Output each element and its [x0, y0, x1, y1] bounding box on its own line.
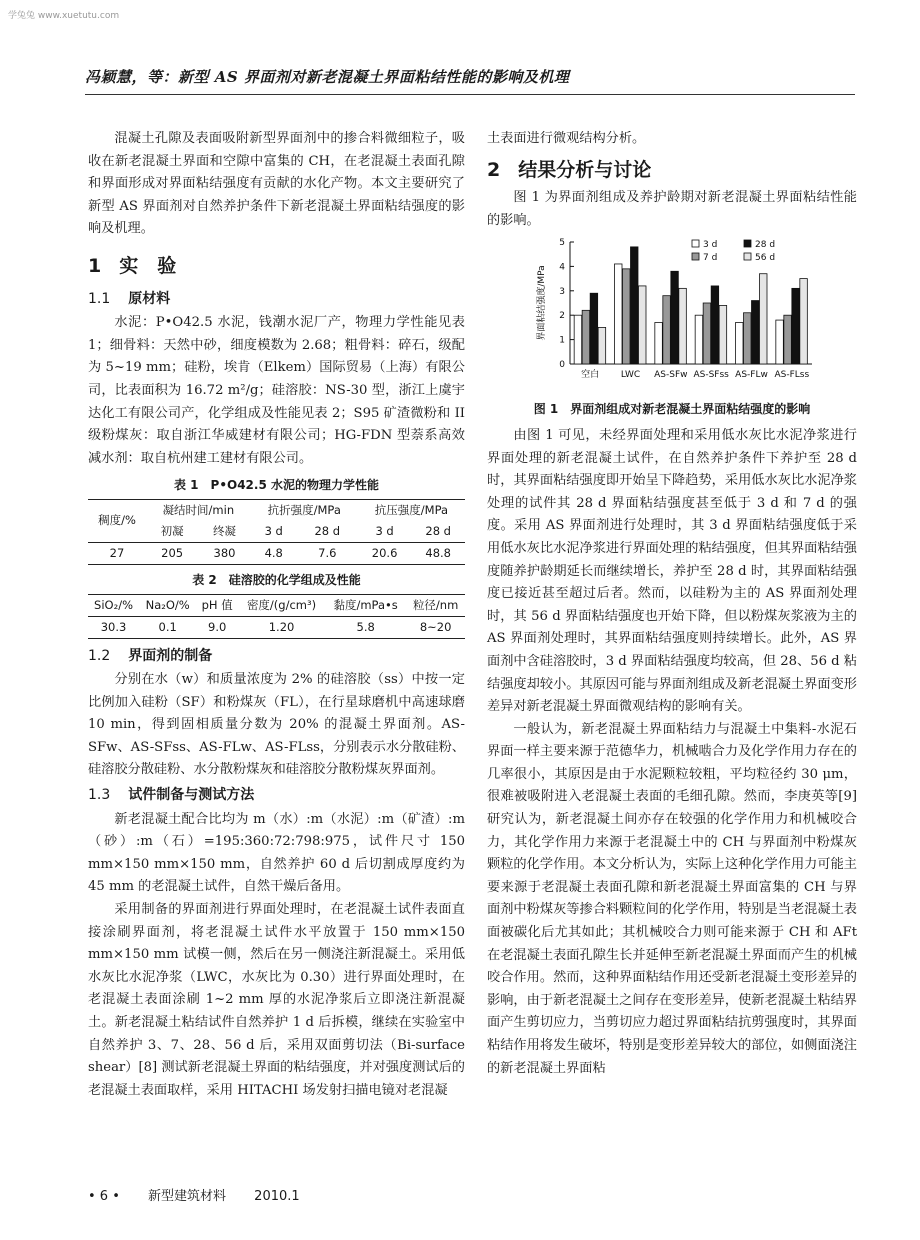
table-subheader: 终凝: [198, 521, 250, 543]
section-1-1-heading: [88, 288, 465, 311]
table-subheader: 28 d: [297, 521, 358, 543]
bar: [598, 328, 606, 365]
y-tick-label: 1: [559, 335, 565, 346]
x-tick-label: AS-FLw: [735, 370, 768, 381]
materials-paragraph: 水泥：P•O42.5 水泥，钱潮水泥厂产，物理力学性能见表 1；细骨料：天然中砂，细度模数为 2.68；粗骨料：碎石，级配为 5~19 mm；硅粉，埃肯（Elkem）国际贸易（上海）有限公司，比表面积为 16.72 m²/g；硅溶胶：NS-30 型，浙江上虞宇达化工有限公司产，化学组成及性能见表 2；S95 矿渣微粉和 II 级粉煤灰：取自浙江华威建材有限公司；HG-FDN 型萘系高效减水剂：取自杭州建工建材有限公司。: [88, 315, 465, 466]
table-header: pH 值: [196, 594, 238, 616]
table-cell: 9.0: [208, 619, 227, 634]
table-cell: 48.8: [425, 545, 451, 560]
section-number: 1.2: [88, 647, 111, 664]
legend-swatch: [744, 253, 751, 260]
bar: [752, 301, 760, 364]
bar: [800, 279, 808, 364]
section-title: 实 验: [119, 254, 177, 277]
x-tick-label: AS-SFss: [693, 370, 729, 381]
bar: [615, 264, 623, 364]
x-tick-label: LWC: [620, 370, 641, 381]
table-cell: 7.6: [318, 545, 337, 560]
table-1: [88, 499, 465, 565]
table-header: 粒径/nm: [406, 594, 465, 616]
table-cell: 20.6: [371, 545, 398, 560]
bar: [582, 311, 590, 365]
table-subheader: 3 d: [358, 521, 412, 543]
intro-paragraph: 混凝土孔隙及表面吸附新型界面剂中的掺合料微细粒子，吸收在新老混凝土界面和空隙中富集的 CH，在老混凝土表面孔隙和界面形成对界面粘结强度有贡献的水化产物。本文主要研究了新型 AS 界面剂对自然养护条件下新老混凝土界面粘结强度的影响及机理。: [88, 131, 465, 237]
page-footer: [88, 1185, 324, 1204]
journal-name: 新型建筑材料: [148, 1189, 227, 1204]
bar: [655, 323, 663, 364]
section-number: 1.3: [88, 787, 111, 804]
bar: [695, 316, 703, 365]
bar: [623, 269, 631, 364]
table-cell: 8~20: [419, 619, 452, 634]
x-tick-label: AS-SFw: [654, 370, 688, 381]
y-tick-label: 0: [559, 360, 565, 371]
y-tick-label: 2: [559, 311, 565, 322]
table-2-caption: 表 2 硅溶胶的化学组成及性能: [192, 572, 361, 587]
legend-label: 28 d: [755, 240, 776, 251]
table-header: 黏度/mPa•s: [325, 594, 406, 616]
section-1-3-heading: [88, 784, 465, 807]
section-number: 1: [88, 254, 102, 277]
table-header: 凝结时间/min: [162, 502, 235, 517]
table-cell: 380: [213, 545, 236, 560]
bar: [760, 274, 768, 364]
table-cell: 205: [161, 545, 184, 560]
method-paragraph: 采用制备的界面剂进行界面处理时，在老混凝土试件表面直接涂刷界面剂，将老混凝土试件水平放置于 150 mm×150 mm×150 mm 试模一侧，然后在另一侧浇注新混凝土。采用低水灰比水泥净浆（LWC，水灰比为 0.30）进行界面处理时，在老混凝土表面涂刷 1~2 mm 厚的水泥净浆后立即浇注新混凝土。新老混凝土粘结试件自然养护 1 d 后拆模，继续在实验室中自然养护 3、7、28、56 d 后，采用双面剪切法（Bi-surface shear）[8] 测试新老混凝土界面的粘结强度，并对强度测试后的老混凝土表面取样，采用 HITACHI 场发射扫描电镜对老混凝: [88, 902, 465, 1098]
legend-swatch: [744, 240, 751, 247]
specimen-paragraph: 新老混凝土配合比均为 m（水）:m（水泥）:m（矿渣）:m（砂）:m（石）=195:360:72:798:975，试件尺寸 150 mm×150 mm×150 mm，自然养护 60 d 后切割成厚度约为 45 mm 的老混凝土试件，自然干燥后备用。: [88, 811, 465, 895]
watermark: 学兔兔 www.xuetutu.com: [8, 11, 120, 21]
figure-1-caption: 图 1 界面剂组成对新老混凝土界面粘结强度的影响: [533, 402, 811, 417]
issue-number: 2010.1: [254, 1189, 300, 1204]
left-column: [88, 128, 465, 1102]
preparation-paragraph: 分别在水（w）和质量浓度为 2% 的硅溶胶（ss）中按一定比例加入硅粉（SF）和粉煤灰（FL），在行星球磨机中高速球磨 10 min，得到固相质量分数为 20% 的混凝土界面剂。AS-SFw、AS-SFss、AS-FLw、AS-FLss，分别表示水分散硅粉、硅溶胶分散硅粉、水分散粉煤灰和硅溶胶分散粉煤灰界面剂。: [88, 672, 465, 778]
section-1-heading: [88, 255, 465, 278]
bar: [703, 303, 711, 364]
bar: [671, 272, 679, 365]
bar: [574, 316, 582, 365]
section-title: 试件制备与测试方法: [128, 787, 255, 804]
section-title: 界面剂的制备: [128, 647, 213, 664]
bar: [679, 289, 687, 365]
right-column: [487, 128, 857, 1080]
legend-label: 7 d: [703, 253, 718, 264]
table-subheader: 3 d: [251, 521, 297, 543]
table-cell: 30.3: [100, 619, 127, 634]
section-title: 原材料: [128, 290, 171, 307]
table-cell: 0.1: [158, 619, 177, 634]
bar: [663, 296, 671, 364]
bar: [736, 323, 744, 364]
y-tick-label: 5: [559, 238, 565, 249]
table-2: [88, 594, 465, 639]
bar: [711, 286, 719, 364]
bar: [792, 289, 800, 365]
header-rule: [85, 94, 855, 95]
results-paragraph: 由图 1 可见，未经界面处理和采用低水灰比水泥净浆进行界面处理的新老混凝土试件，在自然养护条件下养护至 28 d 时，其界面粘结强度即开始呈下降趋势，采用低水灰比水泥净浆处理的试件其 28 d 界面粘结强度甚至低于 3 d 和 7 d 的强度。采用 AS 界面剂进行处理时，其 3 d 界面粘结强度低于采用低水灰比水泥净浆进行界面处理的粘结强度，但其界面粘结强度随养护龄期延长而继续增长，养护至 28 d 时，其界面粘结强度已接近甚至超过后者。然而，以硅粉为主的 AS 界面剂处理时，其 56 d 界面粘结强度也开始下降，但以粉煤灰浆液为主的 AS 界面剂处理时，其界面粘结强度则持续增长。此外，AS 界面剂中含硅溶胶时，3 d 界面粘结强度均较高，但 28、56 d 粘结强度却较小。其原因可能与界面剂组成及新老混凝土界面变形差异对新老混凝土界面微观结构的影响有关。: [487, 427, 857, 715]
table-header: 密度/(g/cm³): [238, 594, 325, 616]
table-header: 抗折强度/MPa: [267, 502, 341, 517]
table-cell: 27: [109, 545, 125, 560]
table-subheader: 初凝: [146, 521, 198, 543]
legend-swatch: [692, 240, 699, 247]
figure-intro-paragraph: 图 1 为界面剂组成及养护龄期对新老混凝土界面粘结性能的影响。: [487, 190, 857, 228]
table-header: 抗压强度/MPa: [374, 502, 449, 517]
legend-label: 56 d: [755, 253, 776, 264]
running-header: 冯颖慧，等：新型 AS 界面剂对新老混凝土界面粘结性能的影响及机理: [85, 68, 570, 86]
table-cell: 1.20: [268, 619, 295, 634]
legend-swatch: [692, 253, 699, 260]
x-tick-label: 空白: [581, 370, 600, 381]
table-1-caption: 表 1 P•O42.5 水泥的物理力学性能: [174, 478, 379, 493]
section-title: 结果分析与讨论: [518, 158, 652, 181]
section-2-heading: [487, 159, 857, 182]
table-header: SiO₂/%: [88, 594, 139, 616]
section-number: 2: [487, 158, 501, 181]
section-number: 1.1: [88, 290, 111, 307]
bar: [776, 320, 784, 364]
y-tick-label: 4: [559, 262, 565, 273]
discussion-paragraph: 一般认为，新老混凝土界面粘结力与混凝土中集料-水泥石界面一样主要来源于范德华力，机械啮合力及化学作用力存在的几率很小，其原因是由于水泥颗粒较粗，平均粒径约 30 μm，很难被吸附进入老混凝土表面的毛细孔隙。然而，李庚英等[9] 研究认为，新老混凝土间亦存在较强的化学作用力和机械咬合力，其化学作用力来源于老混凝土中的 CH 与界面剂中粉煤灰颗粒的化学作用。本文分析认为，实际上这种化学作用力可能主要来源于老混凝土表面孔隙和新老混凝土界面富集的 CH 与界面剂中粉煤灰等掺合料颗粒间的化学作用，特别是当老混凝土表面被碳化后尤其如此；其机械咬合力则可能来源于 CH 和 AFt 在老混凝土表面孔隙生长并延伸至新老混凝土界面而产生的机械咬合作用。然而，这种界面粘结作用还受新老混凝土变形差异的影响，由于新老混凝土之间存在变形差异，使新老混凝土粘结界面产生剪切应力，当剪切应力超过界面粘结抗剪强度时，其界面粘结作用将发生破坏，特别是变形差异较大的部位，如侧面浇注的新老混凝土界面粘: [487, 721, 857, 1076]
legend-label: 3 d: [703, 240, 718, 251]
bar: [590, 294, 598, 365]
table-header: 稠度/%: [88, 499, 146, 542]
bond-strength-bar-chart: [522, 232, 822, 392]
table-cell: 5.8: [356, 619, 375, 634]
table-cell: 4.8: [264, 545, 283, 560]
bar: [744, 313, 752, 364]
table-subheader: 28 d: [411, 521, 465, 543]
y-axis-label: 界面粘结强度/MPa: [537, 265, 547, 342]
bar: [784, 316, 792, 365]
bar: [639, 286, 647, 364]
bar: [631, 247, 639, 364]
bar: [719, 306, 727, 365]
y-tick-label: 3: [559, 287, 565, 298]
page-number: • 6 •: [88, 1189, 120, 1204]
continued-text: 土表面进行微观结构分析。: [487, 131, 646, 146]
section-1-2-heading: [88, 645, 465, 668]
table-header: Na₂O/%: [139, 594, 196, 616]
x-tick-label: AS-FLss: [774, 370, 810, 381]
